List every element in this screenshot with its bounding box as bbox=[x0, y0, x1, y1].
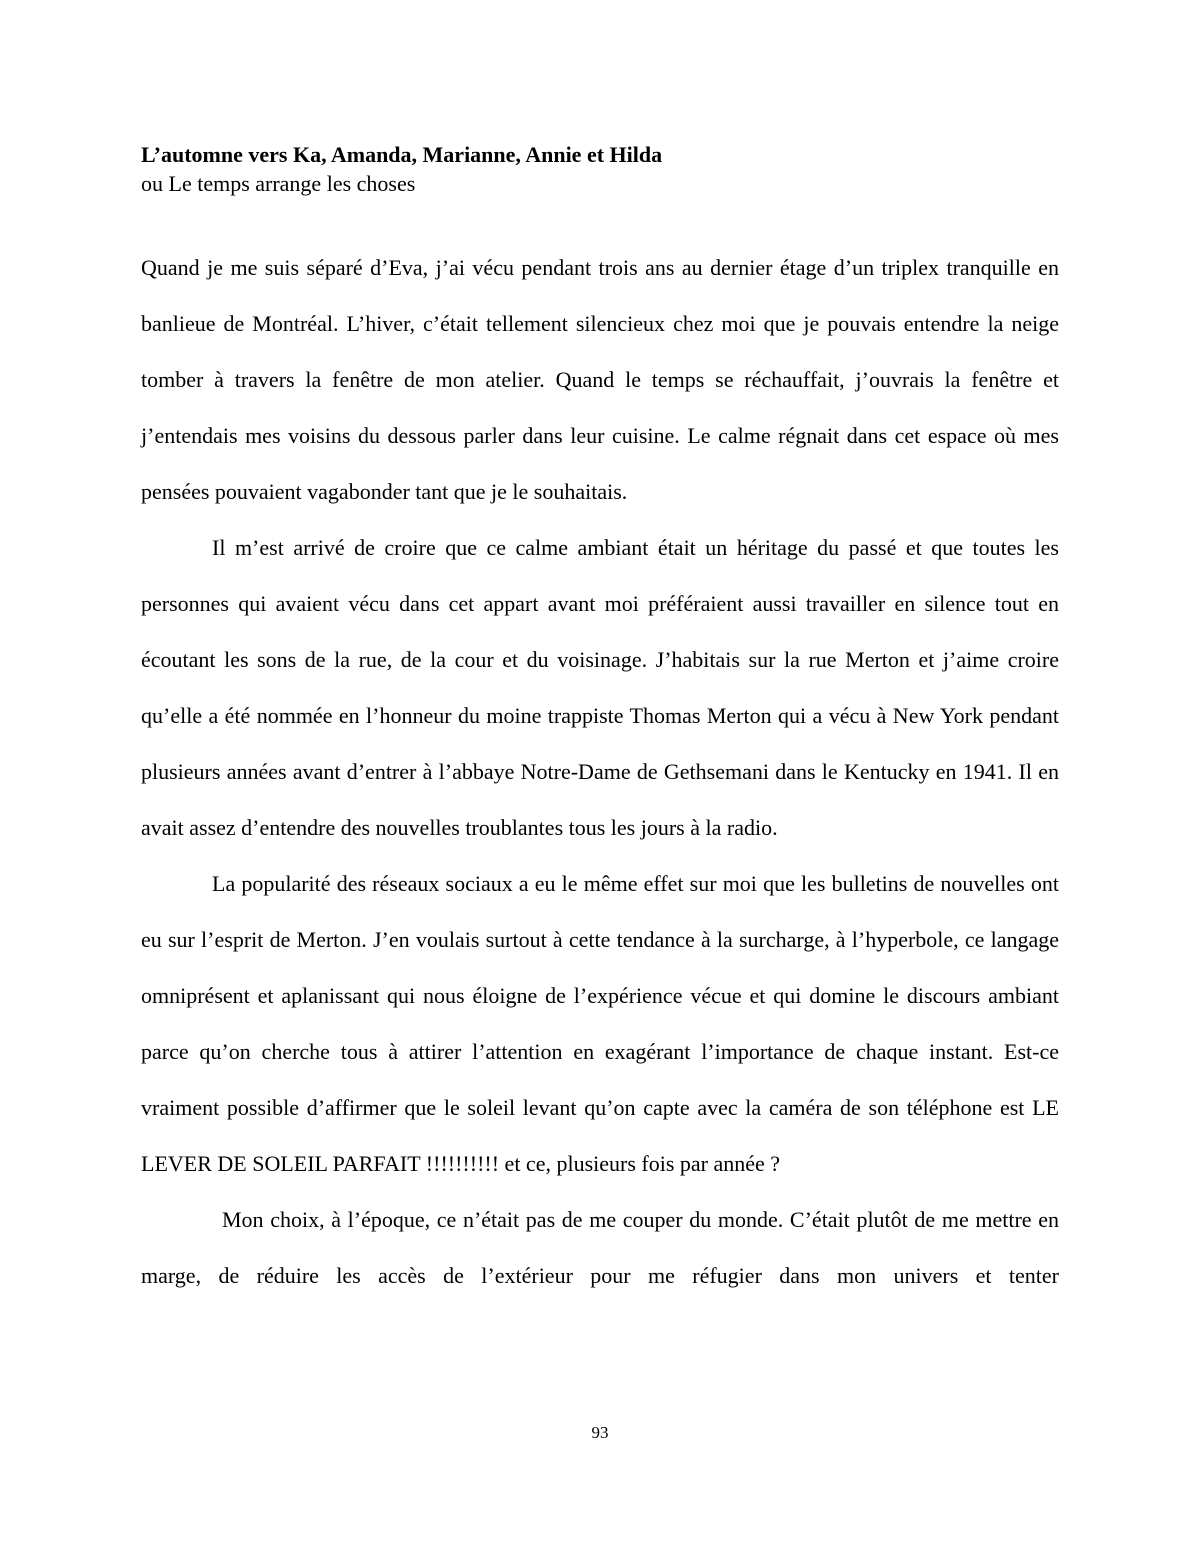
paragraph-1: Quand je me suis séparé d’Eva, j’ai vécu pendant trois ans au dernier étage d’un triplex tranquille en banlieue de Montréal. L’hiver, c’était tellement silencieux chez moi que je pouvais entendre la neige tomber à travers la fenêtre de mon atelier. Quand le temps se réchauffait, j’ouvrais la fenêtre et j’entendais mes voisins du dessous parler dans leur cuisine. Le calme régnait dans cet espace où mes pensées pouvaient vagabonder tant que je le souhaitais. bbox=[141, 255, 1059, 504]
chapter-title: L’automne vers Ka, Amanda, Marianne, Annie et Hilda bbox=[141, 142, 663, 167]
chapter-subtitle: ou Le temps arrange les choses bbox=[141, 171, 416, 196]
paragraph-3: La popularité des réseaux sociaux a eu le même effet sur moi que les bulletins de nouvelles ont eu sur l’esprit de Merton. J’en voulais surtout à cette tendance à la surcharge, à l’hyperbole, ce langage omniprésent et aplanissant qui nous éloigne de l’expérience vécue et qui domine le discours ambiant parce qu’on cherche tous à attirer l’attention en exagérant l’importance de chaque instant. Est-ce vraiment possible d’affirmer que le soleil levant qu’on capte avec la caméra de son téléphone est LE LEVER DE SOLEIL PARFAIT !!!!!!!!!! et ce, plusieurs fois par année ? bbox=[141, 871, 1059, 1176]
paragraph-4: Mon choix, à l’époque, ce n’était pas de me couper du monde. C’était plutôt de me mettre en marge, de réduire les accès de l’extérieur pour me réfugier dans mon univers et tenter bbox=[141, 1207, 1059, 1288]
page-number: 93 bbox=[591, 1423, 609, 1442]
chapter-heading bbox=[141, 140, 1061, 198]
body-text bbox=[141, 240, 1059, 1304]
paragraph-2: Il m’est arrivé de croire que ce calme ambiant était un héritage du passé et que toutes les personnes qui avaient vécu dans cet appart avant moi préféraient aussi travailler en silence tout en écoutant les sons de la rue, de la cour et du voisinage. J’habitais sur la rue Merton et j’aime croire qu’elle a été nommée en l’honneur du moine trappiste Thomas Merton qui a vécu à New York pendant plusieurs années avant d’entrer à l’abbaye Notre-Dame de Gethsemani dans le Kentucky en 1941. Il en avait assez d’entendre des nouvelles troublantes tous les jours à la radio. bbox=[141, 535, 1059, 840]
